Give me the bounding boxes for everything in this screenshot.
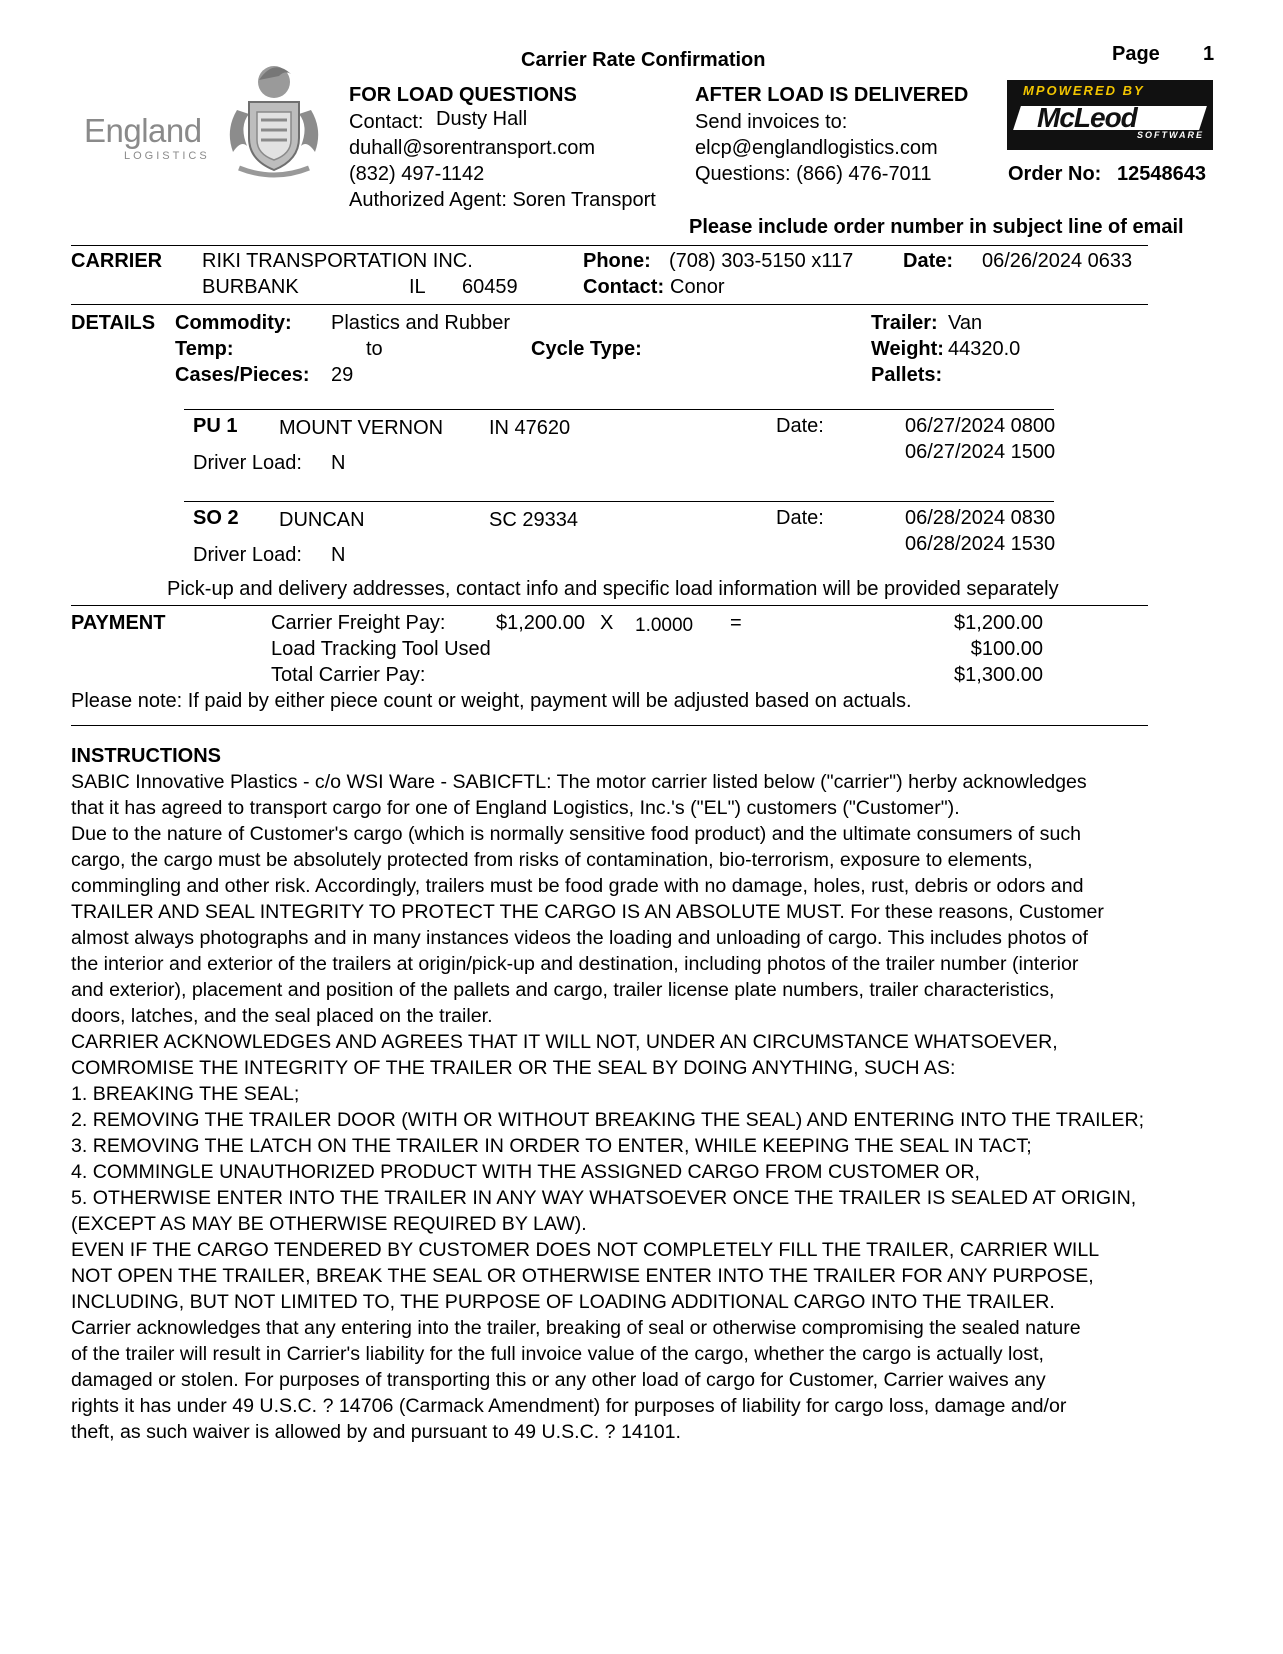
- instruction-line: cargo, the cargo must be absolutely protected from risks of contamination, bio-terrorism, exposure to elements,: [71, 849, 1033, 871]
- freight-quantity: 1.0000: [635, 615, 694, 636]
- stop-date-start: 06/27/2024 0800: [905, 415, 1056, 437]
- tracking-tool-label: Load Tracking Tool Used: [271, 638, 491, 660]
- instruction-line: the interior and exterior of the trailers at origin/pick-up and destination, including photos of the trailer number (interior: [71, 953, 1079, 975]
- carrier-phone-label: Phone:: [583, 250, 651, 272]
- total-pay-amount: $1,300.00: [954, 664, 1043, 686]
- divider: [71, 605, 1148, 606]
- after-delivery-heading: AFTER LOAD IS DELIVERED: [695, 84, 969, 106]
- instruction-line: INCLUDING, BUT NOT LIMITED TO, THE PURPOSE OF LOADING ADDITIONAL CARGO INTO THE TRAILER.: [71, 1291, 1055, 1313]
- logo-wordmark: England: [84, 112, 202, 149]
- stop-date-label: Date:: [776, 415, 824, 437]
- stop-code: SO 2: [193, 507, 239, 529]
- contact-name: Dusty Hall: [436, 108, 528, 130]
- instruction-line: COMROMISE THE INTEGRITY OF THE TRAILER OR THE SEAL BY DOING ANYTHING, SUCH AS:: [71, 1057, 956, 1079]
- multiply-sign: X: [600, 612, 614, 634]
- stop-state-zip: SC 29334: [489, 509, 578, 531]
- instruction-line: damaged or stolen. For purposes of transporting this or any other load of cargo for Customer, Carrier waives any: [71, 1369, 1046, 1391]
- stop-code: PU 1: [193, 415, 238, 437]
- instruction-line: doors, latches, and the seal placed on the trailer.: [71, 1005, 493, 1027]
- authorized-agent: Authorized Agent: Soren Transport: [349, 189, 656, 211]
- instruction-line: commingling and other risk. Accordingly, trailers must be food grade with no damage, holes, rust, debris or odors and: [71, 875, 1084, 897]
- divider: [71, 245, 1148, 246]
- trailer-label: Trailer:: [871, 312, 938, 334]
- divider: [184, 409, 1054, 410]
- payment-section-label: PAYMENT: [71, 612, 166, 634]
- commodity-value: Plastics and Rubber: [331, 312, 510, 334]
- instruction-line: almost always photographs and in many instances videos the loading and unloading of cargo. This includes photos of: [71, 927, 1088, 949]
- payment-note: Please note: If paid by either piece count or weight, payment will be adjusted based on actuals.: [71, 690, 912, 712]
- total-pay-label: Total Carrier Pay:: [271, 664, 426, 686]
- cases-value: 29: [331, 364, 354, 386]
- instruction-line: 3. REMOVING THE LATCH ON THE TRAILER IN ORDER TO ENTER, WHILE KEEPING THE SEAL IN TACT;: [71, 1135, 1032, 1157]
- driver-load-label: Driver Load:: [193, 452, 302, 474]
- temp-label: Temp:: [175, 338, 234, 360]
- weight-value: 44320.0: [948, 338, 1021, 360]
- carrier-section-label: CARRIER: [71, 250, 163, 272]
- instruction-line: Due to the nature of Customer's cargo (which is normally sensitive food product) and the ultimate consumers of such: [71, 823, 1082, 845]
- instruction-line: EVEN IF THE CARGO TENDERED BY CUSTOMER DOES NOT COMPLETELY FILL THE TRAILER, CARRIER WILL: [71, 1239, 1100, 1261]
- instructions-section: [71, 743, 1251, 1445]
- carrier-date: 06/26/2024 0633: [982, 250, 1133, 272]
- driver-load-label: Driver Load:: [193, 544, 302, 566]
- stop-date-start: 06/28/2024 0830: [905, 507, 1056, 529]
- instruction-line: and exterior), placement and position of the pallets and cargo, trailer license plate numbers, trailer characteristics,: [71, 979, 1055, 1001]
- stop-date-end: 06/27/2024 1500: [905, 441, 1056, 463]
- weight-label: Weight:: [871, 338, 944, 360]
- mcleod-logo: [1007, 80, 1213, 150]
- stops-note: Pick-up and delivery addresses, contact info and specific load information will be provided separately: [167, 578, 1059, 600]
- page-label: Page: [1112, 43, 1160, 65]
- instruction-line: (EXCEPT AS MAY BE OTHERWISE REQUIRED BY LAW).: [71, 1213, 587, 1235]
- logo-subtitle: LOGISTICS: [124, 150, 210, 162]
- mcleod-software: SOFTWARE: [1137, 130, 1204, 140]
- stop-state-zip: IN 47620: [489, 417, 571, 439]
- freight-rate: $1,200.00: [496, 612, 585, 634]
- stop-date-end: 06/28/2024 1530: [905, 533, 1056, 555]
- instruction-line: 4. COMMINGLE UNAUTHORIZED PRODUCT WITH THE ASSIGNED CARGO FROM CUSTOMER OR,: [71, 1161, 980, 1183]
- freight-total: $1,200.00: [954, 612, 1043, 634]
- contact-label: Contact:: [349, 111, 424, 133]
- document-title: Carrier Rate Confirmation: [521, 49, 766, 71]
- carrier-contact: Conor: [670, 276, 725, 298]
- cycle-type-label: Cycle Type:: [531, 338, 642, 360]
- instruction-line: of the trailer will result in Carrier's liability for the full invoice value of the cargo, whether the cargo is actually lost,: [71, 1343, 1044, 1365]
- load-questions-heading: FOR LOAD QUESTIONS: [349, 84, 577, 106]
- carrier-name: RIKI TRANSPORTATION INC.: [202, 250, 473, 272]
- pallets-label: Pallets:: [871, 364, 943, 386]
- england-logistics-logo: [84, 60, 334, 190]
- instruction-line: SABIC Innovative Plastics - c/o WSI Ware - SABICFTL: The motor carrier listed below ("carrier") herby acknowledges: [71, 771, 1087, 793]
- order-number: 12548643: [1117, 163, 1206, 185]
- page-number: 1: [1203, 43, 1215, 65]
- instruction-line: theft, as such waiver is allowed by and pursuant to 49 U.S.C. ? 14101.: [71, 1421, 681, 1443]
- email-subject-note: Please include order number in subject line of email: [689, 216, 1184, 238]
- driver-load-value: N: [331, 544, 346, 566]
- carrier-phone: (708) 303-5150 x117: [669, 250, 854, 272]
- stop-city: MOUNT VERNON: [279, 417, 444, 439]
- mcleod-brand: McLeod: [1037, 102, 1137, 133]
- order-label: Order No:: [1008, 163, 1102, 185]
- carrier-zip: 60459: [462, 276, 518, 298]
- carrier-state: IL: [409, 276, 426, 298]
- contact-phone: (832) 497-1142: [349, 163, 485, 185]
- trailer-value: Van: [948, 312, 983, 334]
- cases-label: Cases/Pieces:: [175, 364, 310, 386]
- mcleod-tagline: MPOWERED BY: [1023, 83, 1145, 98]
- stop-city: DUNCAN: [279, 509, 365, 531]
- temp-to: to: [366, 338, 383, 360]
- divider: [71, 725, 1148, 726]
- tracking-tool-amount: $100.00: [970, 638, 1043, 660]
- instruction-line: TRAILER AND SEAL INTEGRITY TO PROTECT THE CARGO IS AN ABSOLUTE MUST. For these reasons, Customer: [71, 901, 1104, 923]
- equals-sign: =: [730, 612, 742, 634]
- instructions-heading: INSTRUCTIONS: [71, 745, 221, 767]
- driver-load-value: N: [331, 452, 346, 474]
- instruction-line: 1. BREAKING THE SEAL;: [71, 1083, 300, 1105]
- carrier-date-label: Date:: [903, 250, 954, 272]
- divider: [71, 304, 1148, 305]
- carrier-contact-label: Contact:: [583, 276, 665, 298]
- instruction-line: rights it has under 49 U.S.C. ? 14706 (Carmack Amendment) for purposes of liability for cargo loss, damage and/or: [71, 1395, 1067, 1417]
- contact-email: duhall@sorentransport.com: [349, 137, 595, 159]
- instruction-line: NOT OPEN THE TRAILER, BREAK THE SEAL OR OTHERWISE ENTER INTO THE TRAILER FOR ANY PURPOSE,: [71, 1265, 1094, 1287]
- crest-icon: [219, 60, 329, 180]
- instruction-line: that it has agreed to transport cargo for one of England Logistics, Inc.'s ("EL") customers ("Customer").: [71, 797, 960, 819]
- instruction-line: Carrier acknowledges that any entering into the trailer, breaking of seal or otherwise compromising the sealed nature: [71, 1317, 1081, 1339]
- instruction-line: 5. OTHERWISE ENTER INTO THE TRAILER IN ANY WAY WHATSOEVER ONCE THE TRAILER IS SEALED AT ORIGIN,: [71, 1187, 1137, 1209]
- invoice-questions-phone: Questions: (866) 476-7011: [695, 163, 932, 185]
- details-section-label: DETAILS: [71, 312, 156, 334]
- instruction-line: 2. REMOVING THE TRAILER DOOR (WITH OR WITHOUT BREAKING THE SEAL) AND ENTERING INTO THE TRAILER;: [71, 1109, 1145, 1131]
- instruction-line: CARRIER ACKNOWLEDGES AND AGREES THAT IT WILL NOT, UNDER AN CIRCUMSTANCE WHATSOEVER,: [71, 1031, 1058, 1053]
- invoice-email: elcp@englandlogistics.com: [695, 137, 938, 159]
- stop-date-label: Date:: [776, 507, 824, 529]
- carrier-city: BURBANK: [202, 276, 299, 298]
- freight-pay-label: Carrier Freight Pay:: [271, 612, 446, 634]
- commodity-label: Commodity:: [175, 312, 292, 334]
- instructions-body: [71, 769, 1251, 1445]
- send-invoices-label: Send invoices to:: [695, 111, 848, 133]
- divider: [184, 501, 1054, 502]
